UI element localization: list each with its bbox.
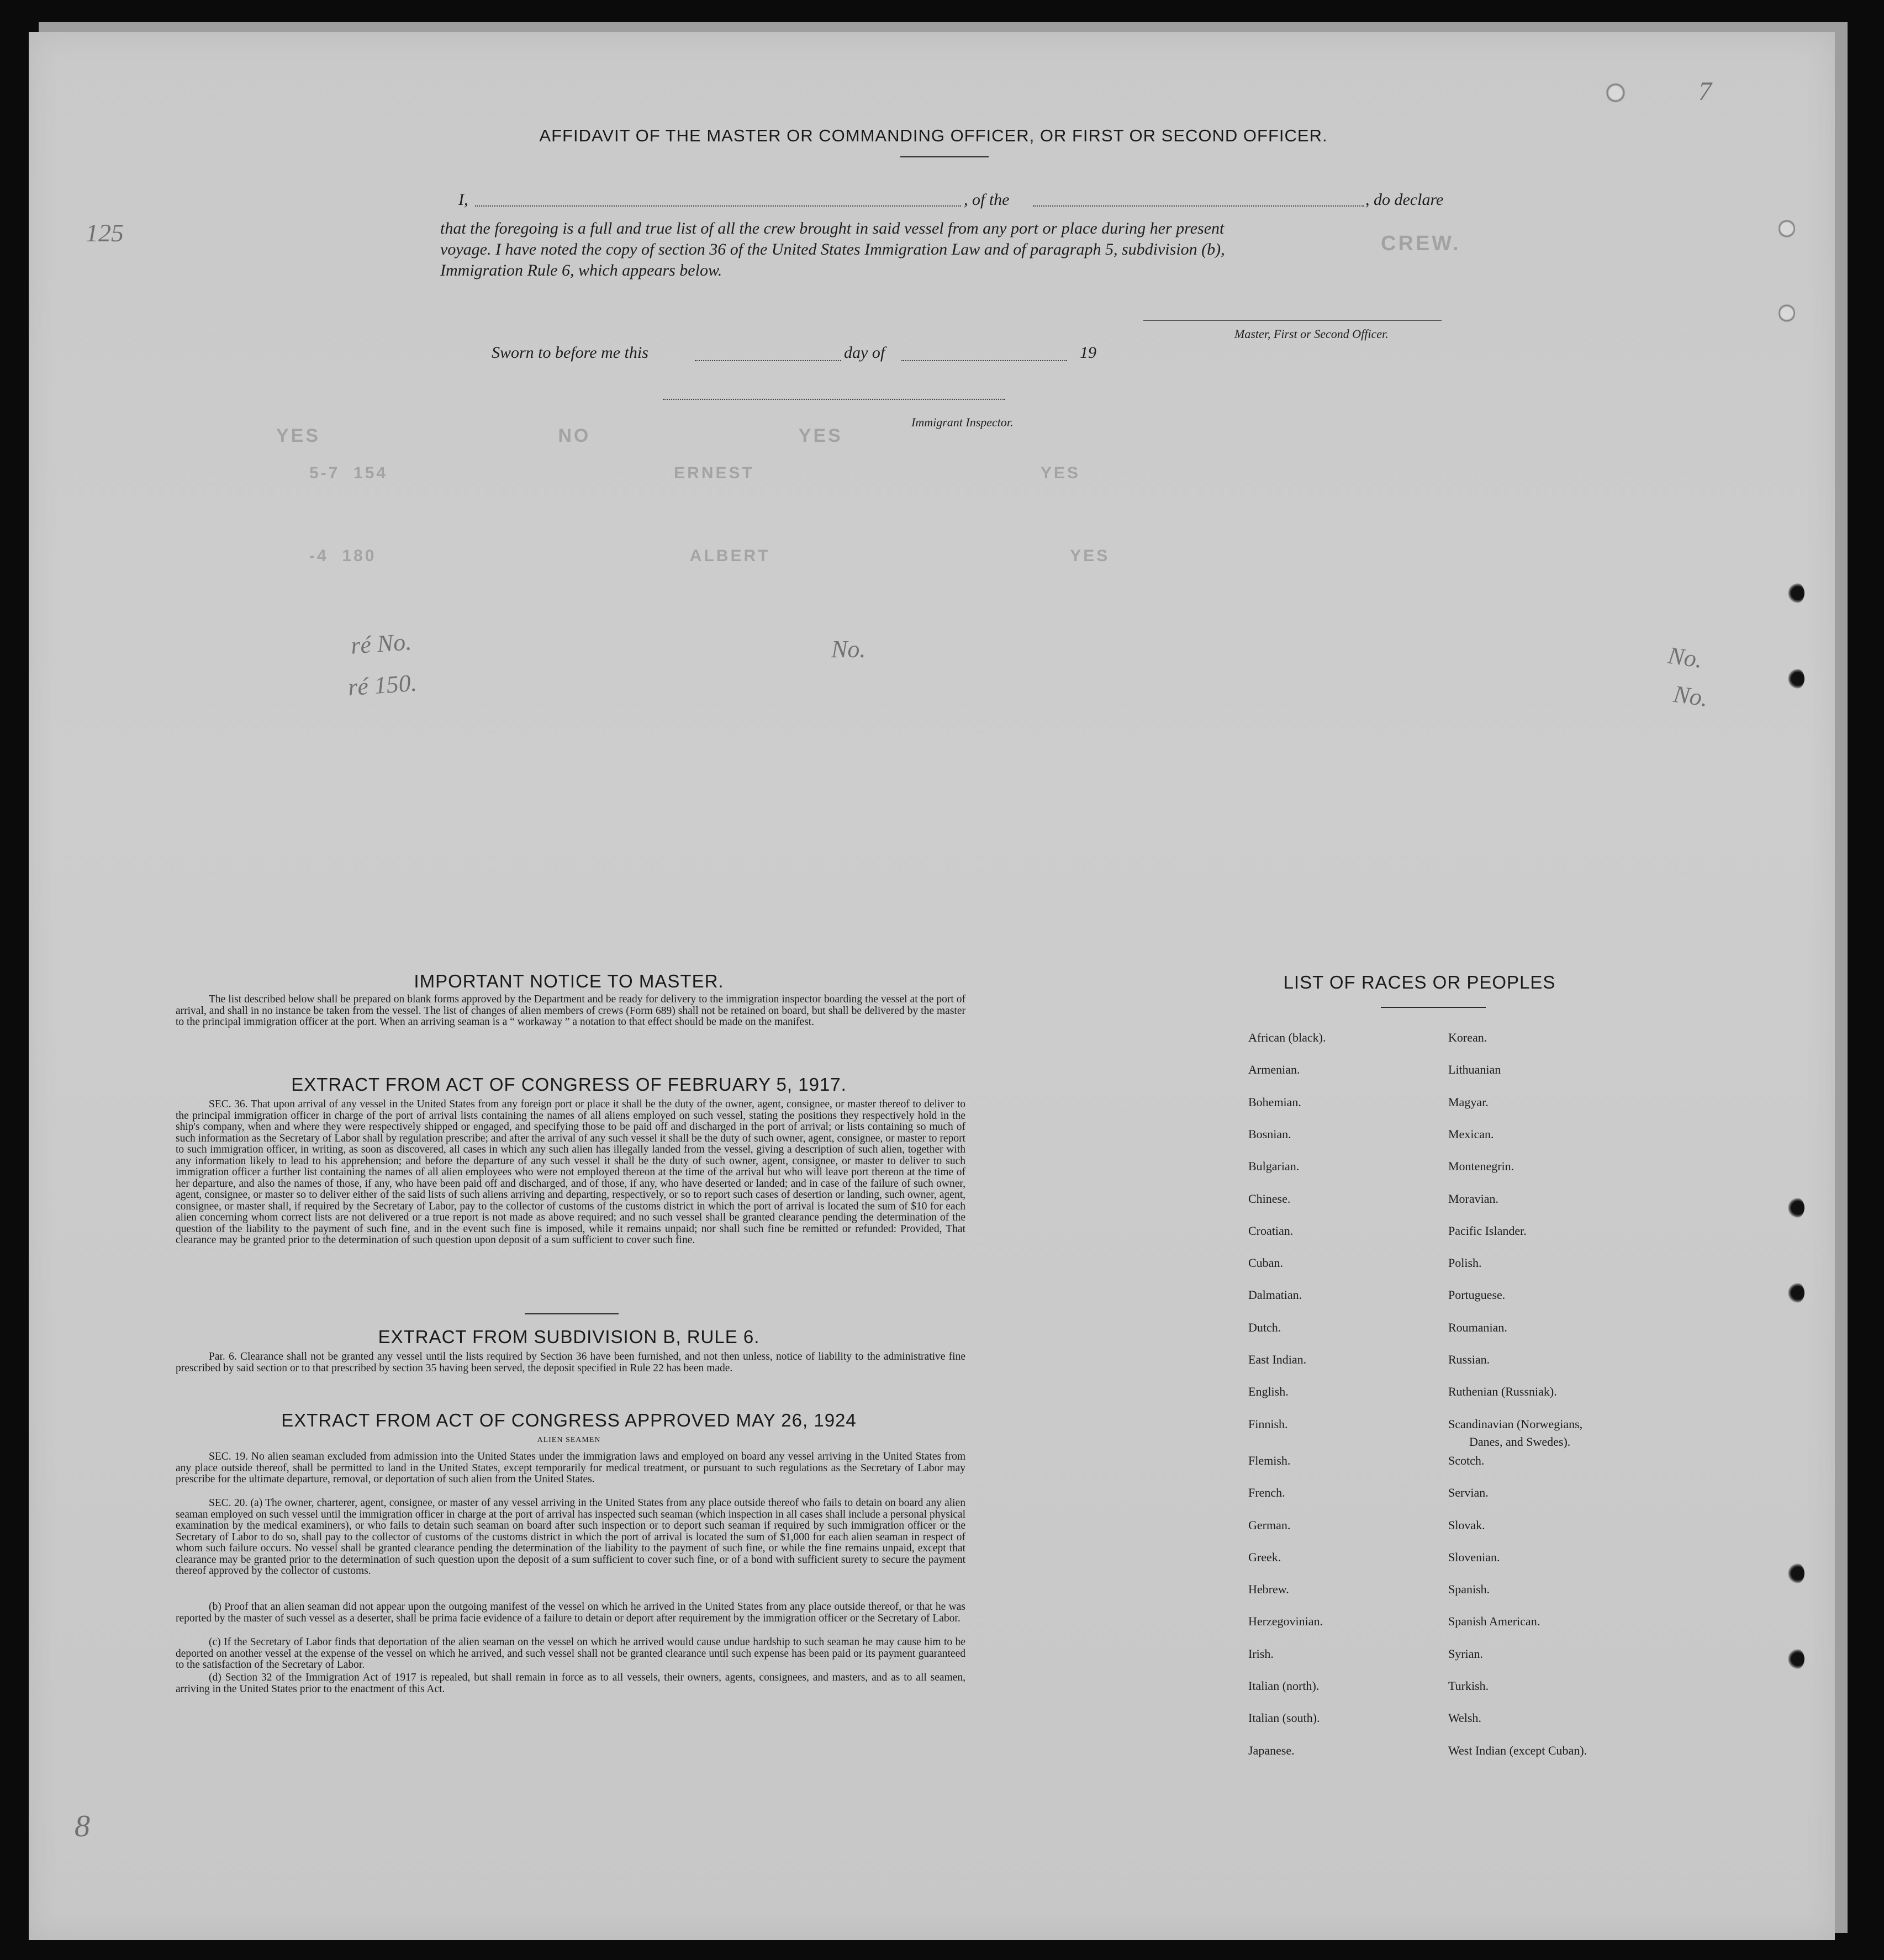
- binder-hole: [1788, 583, 1804, 604]
- race-item: Scotch.: [1448, 1454, 1485, 1467]
- race-item: African (black).: [1248, 1031, 1326, 1044]
- extract-1924-title: EXTRACT FROM ACT OF CONGRESS APPROVED MAY 26, 1924: [281, 1410, 857, 1430]
- inspector-label: Immigrant Inspector.: [911, 415, 1014, 429]
- extract-1924-sec20a: SEC. 20. (a) The owner, charterer, agent, consignee, or master of any vessel arriving in the United States from any place outside thereof who fails to detain on board any alien seaman employed on such vessel until the immigration officer in charge at the port of arrival has inspected such seaman (which inspection in all cases shall include a personal physical examination by the medical examiners), or who fails to detain such seaman on board after such inspection or to deport such seaman if required by such immigration officer or the Secretary of Labor to do so, shall pay to the collector of customs of the customs district in which the port of arrival is located the sum of $1,000 for each alien seaman in respect of whom such failure occurs. No vessel shall be granted clearance pending the determination of the liability to the payment of such fine, or while the fine remains unpaid, except that clearance may be granted prior to the determination of such question upon the deposit of a sum sufficient to cover such fine, or of a bond with sufficient surety to secure the payment thereof approved by the collector of customs.: [176, 1497, 965, 1577]
- sworn-month-field[interactable]: [901, 360, 1067, 361]
- binder-hole: [1788, 1649, 1804, 1670]
- affidavit-of-the: , of the: [964, 191, 1010, 209]
- race-item: Ruthenian (Russniak).: [1448, 1385, 1557, 1398]
- notice-title: IMPORTANT NOTICE TO MASTER.: [414, 971, 724, 991]
- race-item: West Indian (except Cuban).: [1448, 1744, 1587, 1757]
- race-item: Servian.: [1448, 1486, 1489, 1499]
- race-item: Finnish.: [1248, 1417, 1288, 1431]
- race-item: Slovenian.: [1448, 1550, 1500, 1564]
- handwritten-mark: ré 150.: [347, 669, 418, 701]
- races-right-continuation: Danes, and Swedes).: [1469, 1435, 1571, 1449]
- race-item: Turkish.: [1448, 1679, 1489, 1693]
- bleed-through: CREW.: [1381, 232, 1461, 255]
- title-underline: [900, 156, 989, 157]
- corner-mark: 7: [1698, 77, 1712, 106]
- affidavit-title: AFFIDAVIT OF THE MASTER OR COMMANDING OFFICER, OR FIRST OR SECOND OFFICER.: [539, 126, 1328, 145]
- race-item: Syrian.: [1448, 1647, 1483, 1661]
- inspector-signature-field[interactable]: [663, 399, 1005, 400]
- affidavit-line-2: that the foregoing is a full and true list of all the crew brought in said vessel from any port or place during her present: [440, 219, 1225, 237]
- affidavit-declare: , do declare: [1365, 191, 1444, 209]
- extract-1924-sec19: SEC. 19. No alien seaman excluded from admission into the United States under the immigration laws and employed on board any vessel arriving in the United States from any place outside thereof, shall be permitted to land in the United States, except temporarily for medical treatment, or pursuant to such regulations as the Secretary of Labor may prescribe for the ultimate departure, removal, or deportation of such alien from the United States.: [176, 1451, 965, 1485]
- binder-hole: [1788, 1197, 1804, 1218]
- binder-hole: [1788, 1282, 1804, 1303]
- page-number-mark: 125: [86, 219, 124, 247]
- race-item: Mexican.: [1448, 1127, 1494, 1141]
- vessel-name-field[interactable]: [1033, 205, 1364, 207]
- race-item: Cuban.: [1248, 1256, 1283, 1270]
- affidavit-line-4: Immigration Rule 6, which appears below.: [440, 261, 722, 279]
- race-item: Armenian.: [1248, 1063, 1300, 1076]
- race-item: Welsh.: [1448, 1711, 1481, 1725]
- race-item: Dalmatian.: [1248, 1288, 1302, 1302]
- binder-hole: [1788, 1563, 1804, 1584]
- extract-1917-title: EXTRACT FROM ACT OF CONGRESS OF FEBRUARY 5, 1917.: [291, 1074, 847, 1095]
- affidavit-line-3: voyage. I have noted the copy of section 36 of the United States Immigration Law and of paragraph 5, subdivision (b),: [440, 240, 1225, 258]
- race-item: Slovak.: [1448, 1518, 1485, 1532]
- race-item: Chinese.: [1248, 1192, 1291, 1206]
- extract-1924-sec20b: (b) Proof that an alien seaman did not appear upon the outgoing manifest of the vessel on which he arrived in the United States from any place outside thereof, or that he was reported by the master of such vessel as a deserter, shall be prima facie evidence of a failure to detain or deport after requirement by the immigration officer or the Secretary of Labor.: [176, 1601, 965, 1624]
- race-item: East Indian.: [1248, 1353, 1307, 1366]
- race-item: Flemish.: [1248, 1454, 1291, 1467]
- race-item: Magyar.: [1448, 1095, 1489, 1109]
- race-item: Korean.: [1448, 1031, 1487, 1044]
- sworn-day-field[interactable]: [695, 360, 841, 361]
- binder-hole: [1779, 303, 1795, 324]
- handwritten-mark: ré No.: [350, 628, 413, 659]
- race-item: Dutch.: [1248, 1320, 1281, 1334]
- race-item: Montenegrin.: [1448, 1159, 1514, 1173]
- race-item: Italian (north).: [1248, 1679, 1320, 1693]
- extract-1924-subtitle: ALIEN SEAMEN: [537, 1436, 601, 1444]
- race-item: Russian.: [1448, 1353, 1490, 1366]
- section-divider: [525, 1313, 619, 1314]
- race-item: Bohemian.: [1248, 1095, 1301, 1109]
- race-item: English.: [1248, 1385, 1289, 1398]
- binder-hole: [1606, 82, 1625, 104]
- extract-1924-sec20d: (d) Section 32 of the Immigration Act of 1917 is repealed, but shall remain in force as to all vessels, their owners, agents, consignees, and masters, and as to all seamen, arriving in the United States prior to the enactment of this Act.: [176, 1672, 965, 1695]
- notice-text: The list described below shall be prepared on blank forms approved by the Department and be ready for delivery to the immigration inspector boarding the vessel at the port of arrival, and shall in no instance be taken from the vessel. The list of changes of alien members of crews (Form 689) shall not be retained on board, but shall be delivered by the master to the principal immigration officer at the port. When an arriving seaman is a “ workaway ” a notation to that effect should be made on the manifest.: [176, 994, 965, 1028]
- race-item: Irish.: [1248, 1647, 1274, 1661]
- race-item: Portuguese.: [1448, 1288, 1506, 1302]
- master-name-field[interactable]: [475, 205, 961, 207]
- race-item: Hebrew.: [1248, 1582, 1289, 1596]
- extract-1924-sec20c: (c) If the Secretary of Labor finds that deportation of the alien seaman on the vessel on which he arrived would cause undue hardship to such seaman he may cause him to be deported on another vessel at the expense of the vessel on which he arrived, and such vessel shall not be granted clearance until such expense has been paid or its payment guaranteed to the satisfaction of the Secretary of Labor.: [176, 1636, 965, 1671]
- races-title-underline: [1381, 1007, 1486, 1008]
- extract-rule6-title: EXTRACT FROM SUBDIVISION B, RULE 6.: [378, 1327, 760, 1347]
- race-item: Pacific Islander.: [1448, 1224, 1527, 1238]
- handwritten-mark: No.: [831, 636, 866, 663]
- extract-rule6-text: Par. 6. Clearance shall not be granted any vessel until the lists required by Section 36 have been furnished, and not then unless, notice of liability to the administrative fine prescribed by said section or to that prescribed by section 35 having been served, the deposit specified in Rule 22 has been made.: [176, 1351, 965, 1374]
- bleed-through: -4 180 ALBERT YES: [309, 547, 1110, 565]
- sworn-before-label: Sworn to before me this: [492, 344, 648, 362]
- races-title: LIST OF RACES OR PEOPLES: [1283, 972, 1556, 992]
- race-item: Spanish American.: [1448, 1614, 1540, 1628]
- race-item: Lithuanian: [1448, 1063, 1501, 1076]
- race-item: French.: [1248, 1486, 1285, 1499]
- binder-hole: [1788, 668, 1804, 689]
- binder-hole: [1779, 218, 1795, 239]
- race-item: Croatian.: [1248, 1224, 1294, 1238]
- bottom-mark: 8: [75, 1809, 90, 1843]
- race-item: Japanese.: [1248, 1744, 1295, 1757]
- race-item: Greek.: [1248, 1550, 1281, 1564]
- race-item: Spanish.: [1448, 1582, 1490, 1596]
- race-item: Herzegovinian.: [1248, 1614, 1323, 1628]
- race-item: Roumanian.: [1448, 1320, 1507, 1334]
- race-item: Moravian.: [1448, 1192, 1499, 1206]
- signature-label: Master, First or Second Officer.: [1234, 327, 1389, 341]
- day-of-label: day of: [844, 344, 885, 362]
- handwritten-mark: No.: [1666, 641, 1704, 674]
- race-item: Polish.: [1448, 1256, 1482, 1270]
- officer-signature-field[interactable]: [1143, 320, 1442, 321]
- race-item: Scandinavian (Norwegians,: [1448, 1417, 1583, 1431]
- race-item: Bosnian.: [1248, 1127, 1291, 1141]
- race-item: Bulgarian.: [1248, 1159, 1300, 1173]
- year-prefix: 19: [1080, 344, 1096, 362]
- race-item: German.: [1248, 1518, 1291, 1532]
- affidavit-line-1-i: I,: [458, 191, 468, 209]
- extract-1917-text: SEC. 36. That upon arrival of any vessel in the United States from any foreign port or place it shall be the duty of the owner, agent, consignee, or master thereof to deliver to the principal immigration officer in charge of the port of arrival lists containing the names of all aliens employed on such vessel, stating the positions they respectively hold in the ship's company, when and where they were respectively shipped or engaged, and specifying those to be paid off and discharged in the port of arrival; or lists containing so much of such information as the Secretary of Labor shall by regulation prescribe; and after the arrival of any such vessel it shall be the duty of such owner, agent, consignee, or master to report to such immigration officer, in writing, as soon as discovered, all cases in which any such alien has illegally landed from the vessel, giving a description of such alien, together with any information likely to lead to his apprehension; and before the departure of any such vessel it shall be the duty of such owner, agent, consignee, or master to deliver to such immigration officer a further list containing the names of all alien employees who were not employed thereon at the time of the arrival but who will leave port thereon at the time of her departure, and also the names of those, if any, who have been paid off and discharged, and of those, if any, who have deserted or landed; and in case of the failure of such owner, agent, consignee, or master so to deliver either of the said lists of such aliens arriving and departing, respectively, or so to report such cases of desertion or landing, such owner, agent, consignee, or master shall, if required by the Secretary of Labor, pay to the collector of customs of the customs district in which the port of arrival is located the sum of $10 for each alien concerning whom correct lists are not delivered or a true report is not made as above required; and no such vessel shall be granted clearance pending the determination of the question of the liability to the payment of such fine, and in the event such fine is imposed, while it remains unpaid; nor shall such fine be remitted or refunded: Provided, That clearance may be granted prior to the determination of such question upon deposit of a sum sufficient to cover such fine.: [176, 1098, 965, 1246]
- bleed-through: YES NO YES: [276, 425, 843, 446]
- bleed-through: 5-7 154 ERNEST YES: [309, 464, 1080, 482]
- race-item: Italian (south).: [1248, 1711, 1320, 1725]
- handwritten-mark: No.: [1671, 680, 1710, 712]
